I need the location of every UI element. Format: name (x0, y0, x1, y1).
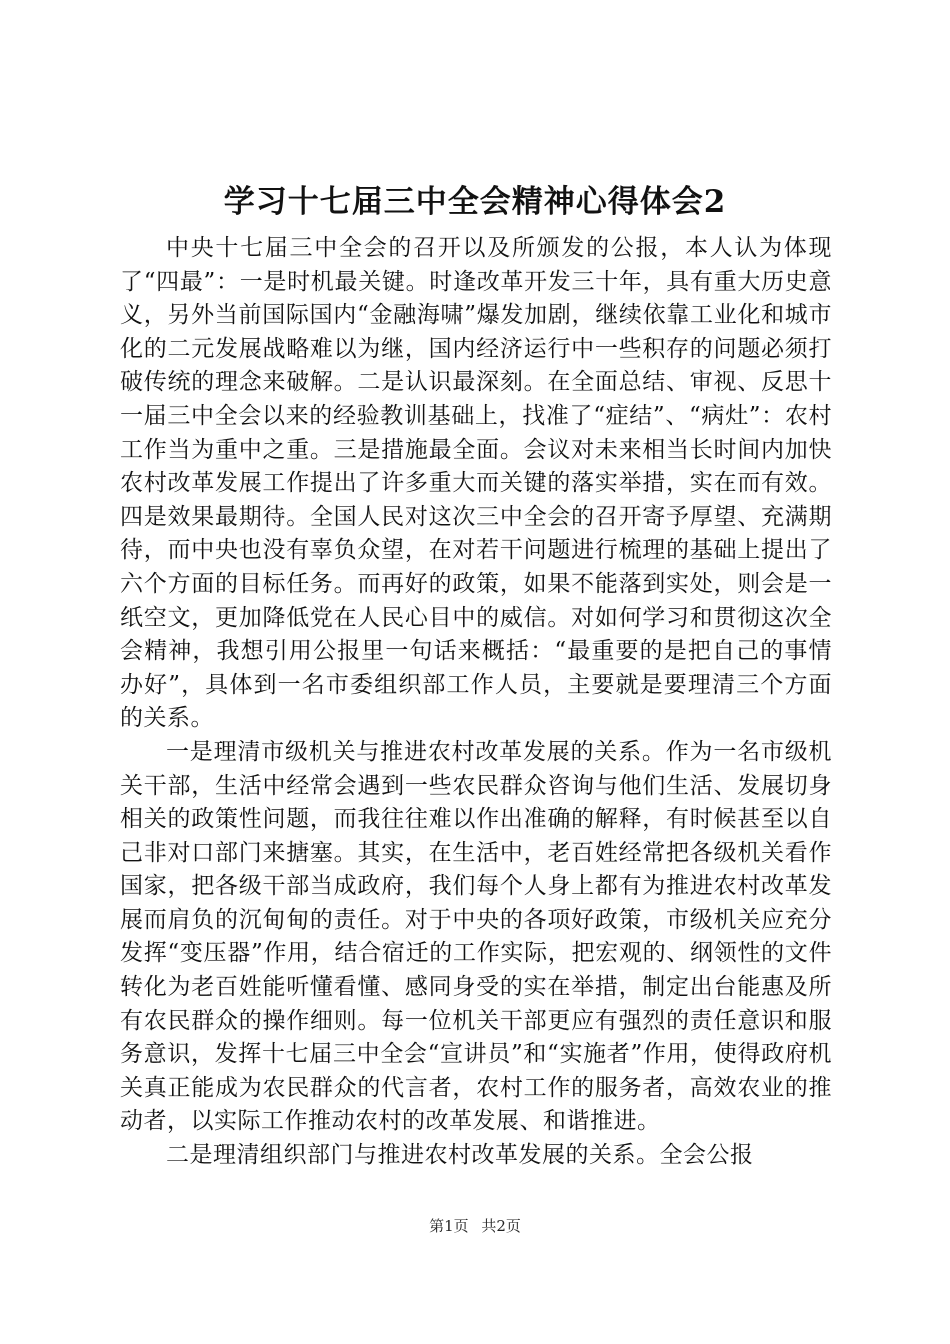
paragraph-1: 中央十七届三中全会的召开以及所颁发的公报，本人认为体现了“四最”：一是时机最关键。时逢改革开发三十年，具有重大历史意义，另外当前国际国内“金融海啸”爆发加剧，继续依靠工业化和城市化的二元发展战略难以为继，国内经济运行中一些积存的问题必须打破传统的理念来破解。二是认识最深刻。在全面总结、审视、反思十一届三中全会以来的经验教训基础上，找准了“症结”、“病灶”：农村工作当为重中之重。三是措施最全面。会议对未来相当长时间内加快农村改革发展工作提出了许多重大而关键的落实举措，实在而有效。四是效果最期待。全国人民对这次三中全会的召开寄予厚望、充满期待，而中央也没有辜负众望，在对若干问题进行梳理的基础上提出了六个方面的目标任务。而再好的政策，如果不能落到实处，则会是一纸空文，更加降低党在人民心目中的威信。对如何学习和贯彻这次全会精神，我想引用公报里一句话来概括：“最重要的是把自己的事情办好”，具体到一名市委组织部工作人员，主要就是要理清三个方面的关系。 (120, 235, 832, 732)
page-footer (0, 1216, 950, 1236)
paragraph-2: 一是理清市级机关与推进农村改革发展的关系。作为一名市级机关干部，生活中经常会遇到一些农民群众咨询与他们生活、发展切身相关的政策性问题，而我往往难以作出准确的解释，有时候甚至以自己非对口部门来搪塞。其实，在生活中，老百姓经常把各级机关看作国家，把各级干部当成政府，我们每个人身上都有为推进农村改革发展而肩负的沉甸甸的责任。对于中央的各项好政策，市级机关应充分发挥“变压器”作用，结合宿迁的工作实际，把宏观的、纲领性的文件转化为老百姓能听懂看懂、感同身受的实在举措，制定出台能惠及所有农民群众的操作细则。每一位机关干部更应有强烈的责任意识和服务意识，发挥十七届三中全会“宣讲员”和“实施者”作用，使得政府机关真正能成为农民群众的代言者，农村工作的服务者，高效农业的推动者，以实际工作推动农村的改革发展、和谐推进。 (120, 738, 832, 1135)
document-title: 学习十七届三中全会精神心得体会2 (223, 184, 727, 220)
document-body (120, 232, 832, 1173)
page-number: 第1页 (429, 1217, 469, 1235)
page-total: 共2页 (481, 1217, 521, 1235)
paragraph-3: 二是理清组织部门与推进农村改革发展的关系。全会公报 (166, 1142, 754, 1169)
